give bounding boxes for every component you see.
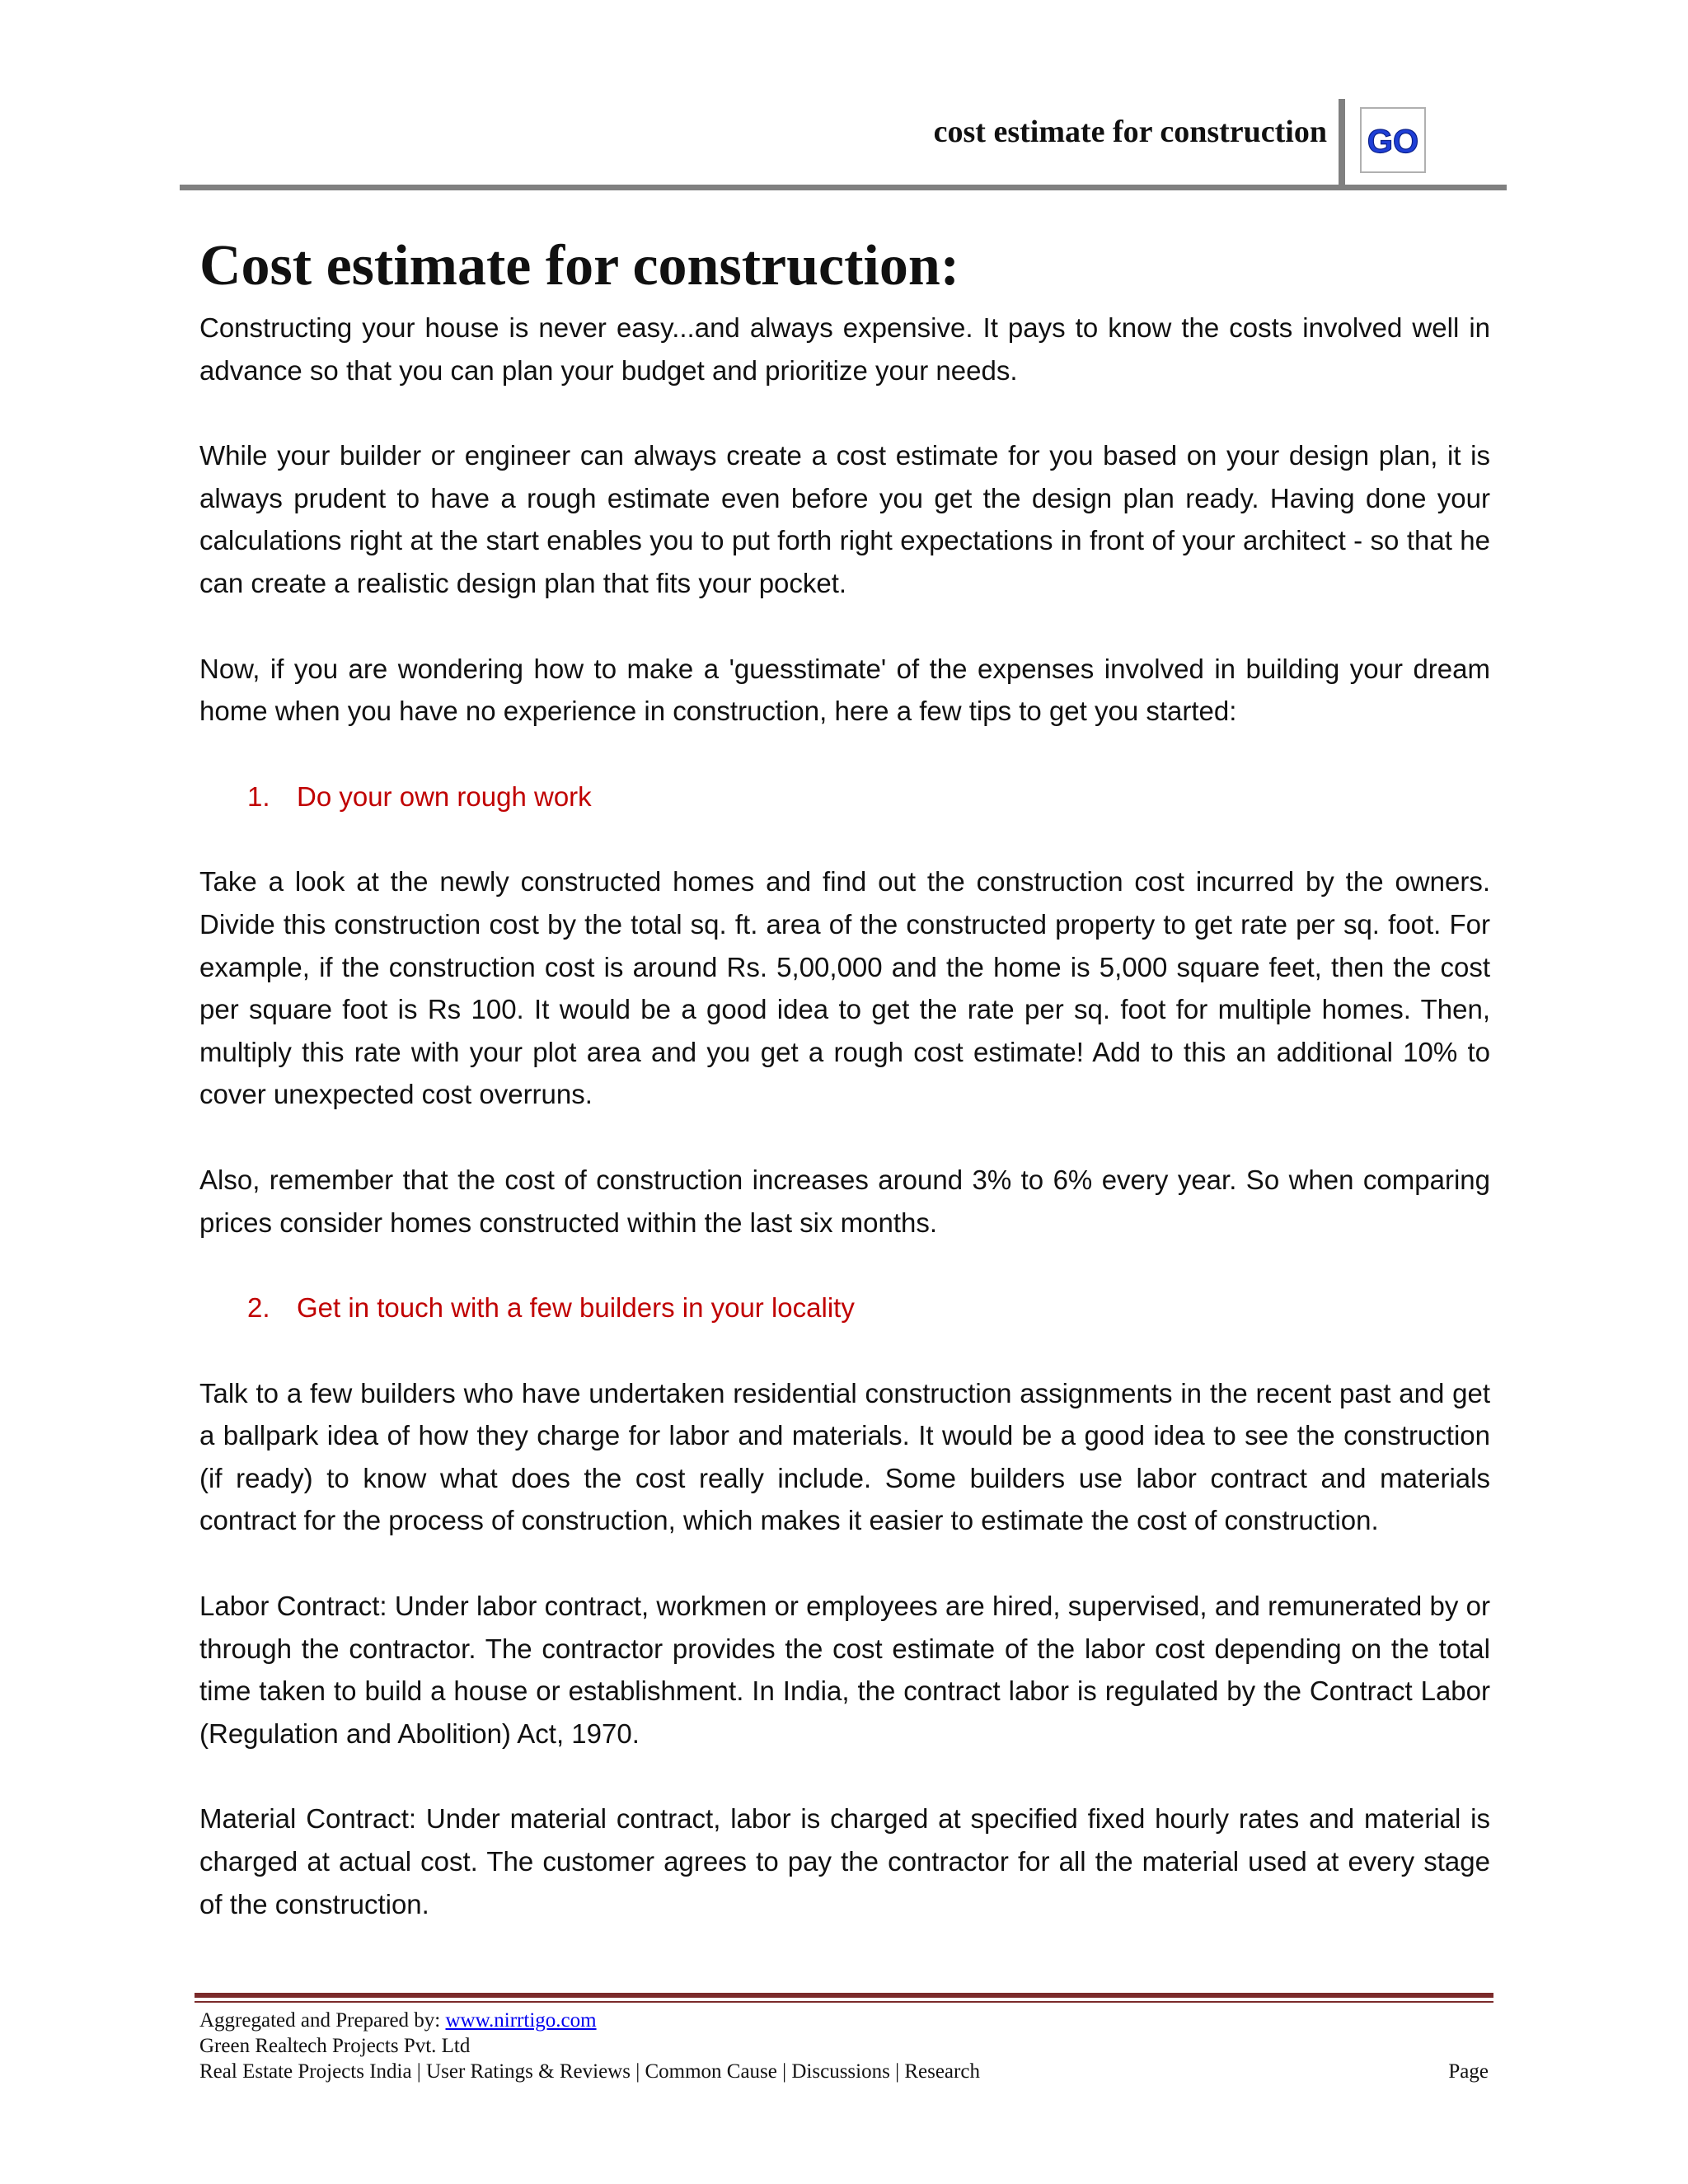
go-logo[interactable] <box>1360 107 1426 173</box>
footer-page-label: Page <box>1448 2060 1489 2083</box>
paragraph-guesstimate: Now, if you are wondering how to make a 'guesstimate' of the expenses involved in building your dream home when you have no experience in construction, here a few tips to get you started: <box>199 653 1490 727</box>
header-title: cost estimate for construction <box>933 115 1327 149</box>
paragraph-cost-increase: Also, remember that the cost of construction increases around 3% to 6% every year. So when comparing prices consider homes constructed within the last six months. <box>199 1164 1490 1238</box>
footer-company: Green Realtech Projects Pvt. Ltd <box>199 2035 471 2057</box>
paragraph-builders: Talk to a few builders who have undertaken residential construction assignments in the recent past and get a ballpark idea of how they charge for labor and materials. It would be a good idea to see the construction (if ready) to know what does the cost really include. Some builders use labor contract and materials contract for the process of construction, which makes it easier to estimate the cost of construction. <box>199 1377 1490 1536</box>
paragraph-builder-estimate: While your builder or engineer can always create a cost estimate for you based on your design plan, it is always prudent to have a rough estimate even before you get the design plan ready. Having done your calculations right at the start enables you to put forth right expectations in front of your architect - so that he can create a realistic design plan that fits your pocket. <box>199 440 1490 598</box>
tip-heading-2 <box>247 1286 1490 1329</box>
go-logo-icon <box>1366 120 1420 161</box>
footer-prepared-label: Aggregated and Prepared by: <box>199 2009 446 2032</box>
footer-links-row <box>195 2059 1493 2084</box>
tip-title-2: Get in touch with a few builders in your locality <box>297 1292 855 1324</box>
footer-links: Real Estate Projects India | User Ratings & Reviews | Common Cause | Discussions | Research <box>199 2060 980 2083</box>
footer-rule <box>195 1993 1493 1998</box>
footer-rule-thin <box>195 2001 1493 2003</box>
tip-heading-1 <box>247 776 1490 818</box>
header-rule <box>180 185 1507 190</box>
go-logo-text: GO <box>1367 124 1419 160</box>
tip-title-1: Do your own rough work <box>297 780 592 812</box>
tip-number-1: 1. <box>247 780 270 812</box>
document-body <box>199 229 1490 1968</box>
page-header <box>180 82 1507 190</box>
page-title: Cost estimate for construction: <box>199 234 960 298</box>
footer-prepared-by <box>195 2008 1493 2033</box>
paragraph-material-contract: Material Contract: Under material contract, labor is charged at specified fixed hourly rates and material is charged at actual cost. The customer agrees to pay the contractor for all the material used at every stage of the construction. <box>199 1803 1490 1919</box>
page-footer <box>195 1993 1493 2084</box>
paragraph-labor-contract: Labor Contract: Under labor contract, workmen or employees are hired, supervised, and remunerated by or through the contractor. The contractor provides the cost estimate of the labor cost depending on the total time taken to build a house or establishment. In India, the contract labor is regulated by the Contract Labor (Regulation and Abolition) Act, 1970. <box>199 1591 1490 1749</box>
header-divider <box>1339 99 1345 190</box>
intro-paragraph: Constructing your house is never easy...and always expensive. It pays to know the costs involved well in advance so that you can plan your budget and prioritize your needs. <box>199 312 1490 386</box>
paragraph-rough-work: Take a look at the newly constructed homes and find out the construction cost incurred by the owners. Divide this construction cost by the total sq. ft. area of the constructed property to get rate per sq. foot. For example, if the construction cost is around Rs. 5,00,000 and the home is 5,000 square feet, then the cost per square foot is Rs 100. It would be a good idea to get the rate per sq. foot for multiple homes. Then, multiply this rate with your plot area and you get a rough cost estimate! Add to this an additional 10% to cover unexpected cost overruns. <box>199 866 1490 1110</box>
footer-website-link[interactable]: www.nirrtigo.com <box>445 2009 597 2032</box>
tip-number-2: 2. <box>247 1292 270 1324</box>
